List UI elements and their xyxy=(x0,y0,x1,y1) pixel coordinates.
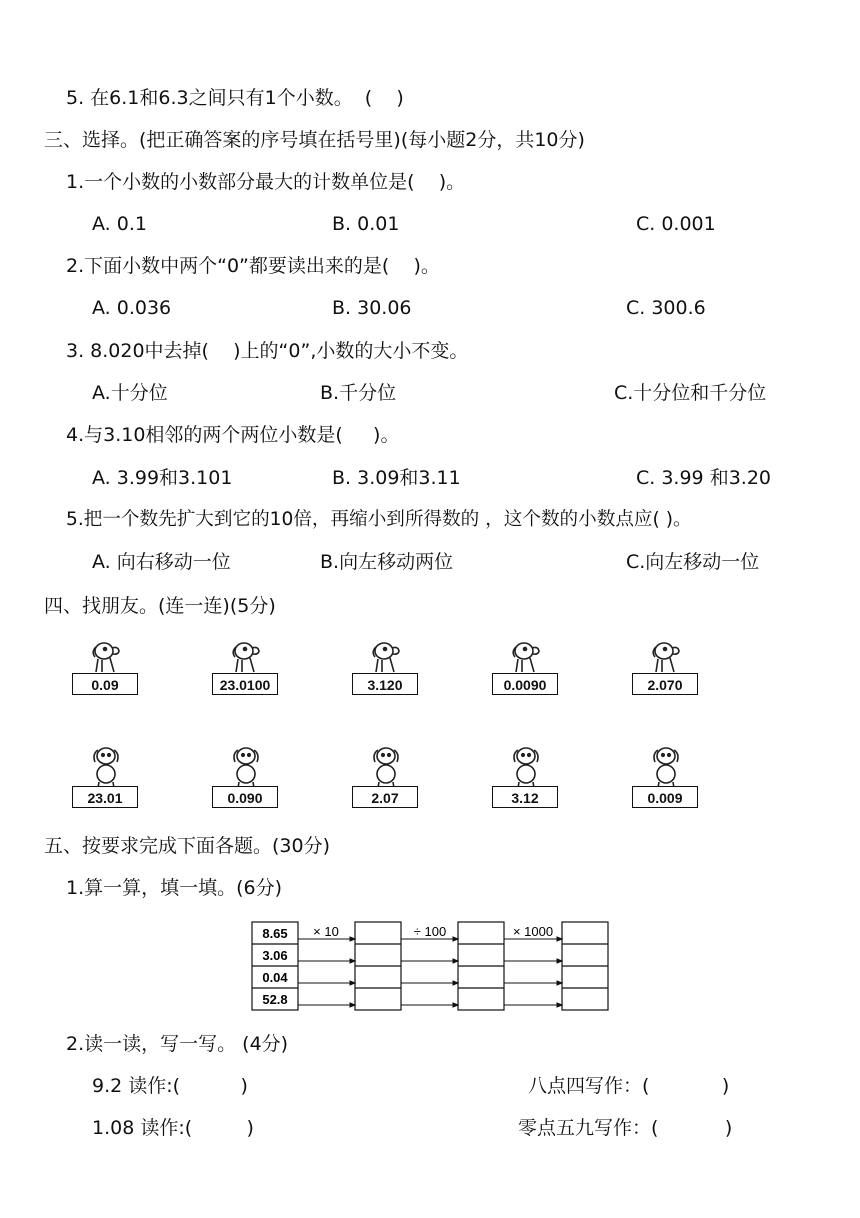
q1-option-b: B. 0.01 xyxy=(332,213,400,235)
number-card[interactable]: 23.0100 xyxy=(212,673,278,695)
q5-option-a: A. 向右移动一位 xyxy=(92,551,231,573)
calc-source-number: 0.04 xyxy=(262,970,288,985)
read-write-question-title: 2.读一读，写一写。 (4分) xyxy=(66,1033,289,1055)
calc-operation-label: × 10 xyxy=(313,924,339,939)
q2-option-c: C. 300.6 xyxy=(626,297,706,319)
section-5-title: 五、按要求完成下面各题。(30分) xyxy=(44,835,331,857)
number-card[interactable]: 0.0090 xyxy=(492,673,558,695)
q5-option-b: B.向左移动两位 xyxy=(320,551,454,573)
puppy-icon xyxy=(506,744,546,788)
number-card[interactable]: 23.01 xyxy=(72,786,138,808)
number-card[interactable]: 3.120 xyxy=(352,673,418,695)
calc-source-number: 52.8 xyxy=(262,992,288,1007)
puppy-icon xyxy=(646,744,686,788)
read-item-2: 1.08 读作:( ) xyxy=(92,1117,254,1139)
calc-operation-label: × 1000 xyxy=(512,924,554,939)
number-card[interactable]: 3.12 xyxy=(492,786,558,808)
q1-option-a: A. 0.1 xyxy=(92,213,147,235)
puppy-icon xyxy=(648,638,684,674)
q2-option-a: A. 0.036 xyxy=(92,297,172,319)
calc-operation-label: ÷ 100 xyxy=(413,924,447,939)
calc-question-title: 1.算一算，填一填。(6分) xyxy=(66,877,283,899)
q4-option-a: A. 3.99和3.101 xyxy=(92,467,233,489)
q5-option-c: C.向左移动一位 xyxy=(626,551,760,573)
section-4-title: 四、找朋友。(连一连)(5分) xyxy=(44,595,276,617)
number-card[interactable]: 2.070 xyxy=(632,673,698,695)
number-card[interactable]: 0.090 xyxy=(212,786,278,808)
puppy-icon xyxy=(86,744,126,788)
q4-option-b: B. 3.09和3.11 xyxy=(332,467,461,489)
q3-option-b: B.千分位 xyxy=(320,382,397,404)
write-item-1: 八点四写作：( ) xyxy=(528,1075,730,1097)
calc-source-number: 3.06 xyxy=(262,948,288,963)
puppy-icon xyxy=(508,638,544,674)
puppy-icon xyxy=(368,638,404,674)
choice-question-2: 2.下面小数中两个“0”都要读出来的是( )。 xyxy=(66,255,440,277)
calc-source-number: 8.65 xyxy=(262,926,288,941)
choice-question-4: 4.与3.10相邻的两个两位小数是( )。 xyxy=(66,424,400,446)
q3-option-a: A.十分位 xyxy=(92,382,168,404)
true-false-question-5: 5. 在6.1和6.3之间只有1个小数。 ( ) xyxy=(66,87,404,109)
number-card[interactable]: 0.009 xyxy=(632,786,698,808)
choice-question-1: 1.一个小数的小数部分最大的计数单位是( )。 xyxy=(66,171,466,193)
q3-option-c: C.十分位和千分位 xyxy=(614,382,767,404)
read-item-1: 9.2 读作:( ) xyxy=(92,1075,248,1097)
puppy-icon xyxy=(228,638,264,674)
number-card[interactable]: 0.09 xyxy=(72,673,138,695)
q4-option-c: C. 3.99 和3.20 xyxy=(636,467,771,489)
number-card[interactable]: 2.07 xyxy=(352,786,418,808)
section-3-title: 三、选择。(把正确答案的序号填在括号里)(每小题2分，共10分) xyxy=(44,129,585,151)
choice-question-5: 5.把一个数先扩大到它的10倍，再缩小到所得数的 ，这个数的小数点应( )。 xyxy=(66,509,692,530)
write-item-2: 零点五九写作：( ) xyxy=(518,1117,733,1139)
puppy-icon xyxy=(366,744,406,788)
puppy-icon xyxy=(88,638,124,674)
q1-option-c: C. 0.001 xyxy=(636,213,716,235)
choice-question-3: 3. 8.020中去掉( )上的“0”,小数的大小不变。 xyxy=(66,340,469,362)
puppy-icon xyxy=(226,744,266,788)
q2-option-b: B. 30.06 xyxy=(332,297,412,319)
